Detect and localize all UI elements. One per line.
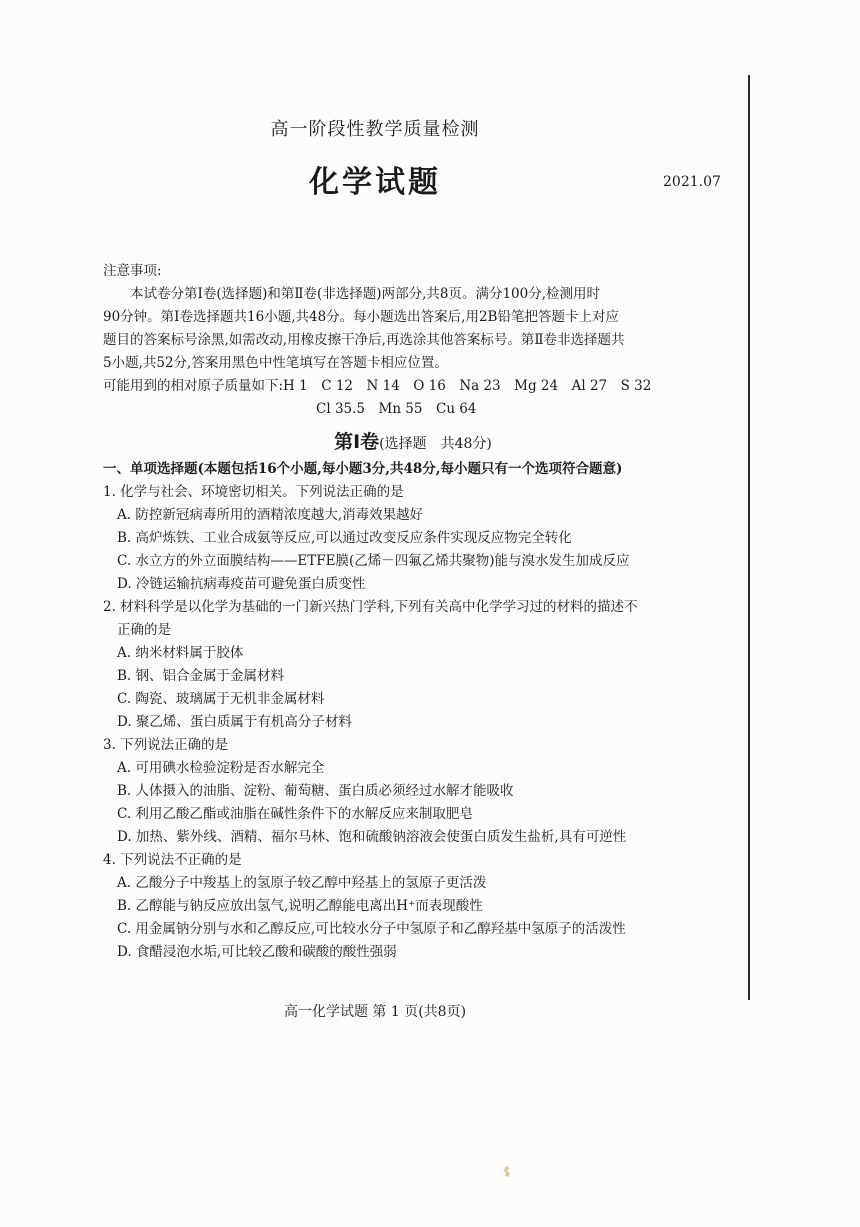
question-option: A. 防控新冠病毒所用的酒精浓度越大,消毒效果越好	[117, 507, 424, 523]
question-option: A. 乙酸分子中羧基上的氢原子较乙醇中羟基上的氢原子更活泼	[117, 875, 487, 891]
question-stem: 1. 化学与社会、环境密切相关。下列说法正确的是	[103, 484, 404, 500]
notice-line: 5小题,共52分,答案用黑色中性笔填写在答题卡相应位置。	[103, 355, 448, 371]
notice-line: 90分钟。第Ⅰ卷选择题共16小题,共48分。每小题选出答案后,用2B铅笔把答题卡上对应	[103, 309, 619, 325]
question-option: D. 食醋浸泡水垢,可比较乙酸和碳酸的酸性强弱	[117, 944, 397, 960]
question-option: C. 利用乙酸乙酯或油脂在碱性条件下的水解反应来制取肥皂	[117, 806, 473, 822]
notice-line: 本试卷分第Ⅰ卷(选择题)和第Ⅱ卷(非选择题)两部分,共8页。满分100分,检测用时	[130, 286, 601, 302]
section-title	[103, 431, 723, 456]
exam-subject-title: 化学试题	[309, 165, 441, 200]
question-stem-continued: 正确的是	[117, 622, 171, 638]
section-title-main: 第Ⅰ卷	[334, 431, 380, 453]
exam-date: 2021.07	[663, 174, 721, 190]
question-option: A. 纳米材料属于胶体	[117, 645, 244, 661]
question-option: D. 加热、紫外线、酒精、福尔马林、饱和硫酸钠溶液会使蛋白质发生盐析,具有可逆性	[117, 829, 627, 845]
question-option: B. 钢、铝合金属于金属材料	[117, 668, 285, 684]
scan-speck-mark	[502, 1165, 512, 1179]
question-option: B. 高炉炼铁、工业合成氨等反应,可以通过改变反应条件实现反应物完全转化	[117, 530, 572, 546]
atomic-masses-line: Cl 35.5 Mn 55 Cu 64	[316, 401, 477, 417]
atomic-masses-line: 可能用到的相对原子质量如下:H 1 C 12 N 14 O 16 Na 23 Mg 24 Al 27 S 32	[103, 378, 652, 394]
exam-content	[103, 260, 723, 964]
question-option: D. 冷链运输抗病毒疫苗可避免蛋白质变性	[117, 576, 366, 592]
part-heading: 一、单项选择题(本题包括16个小题,每小题3分,共48分,每小题只有一个选项符合题意)	[103, 461, 623, 477]
notice-heading: 注意事项:	[103, 263, 162, 279]
question-option: C. 水立方的外立面膜结构——ETFE膜(乙烯－四氟乙烯共聚物)能与溴水发生加成反应	[117, 553, 630, 569]
exam-header-title: 高一阶段性教学质量检测	[270, 119, 480, 140]
question-stem: 2. 材料科学是以化学为基础的一门新兴热门学科,下列有关高中化学学习过的材料的描述不	[103, 599, 638, 615]
question-option: C. 用金属钠分别与水和乙醇反应,可比较水分子中氢原子和乙醇羟基中氢原子的活泼性	[117, 921, 626, 937]
question-stem: 3. 下列说法正确的是	[103, 737, 229, 753]
page-binding-edge	[748, 75, 750, 1000]
notice-line: 题目的答案标号涂黑,如需改动,用橡皮擦干净后,再选涂其他答案标号。第Ⅱ卷非选择题共	[103, 332, 625, 348]
question-stem: 4. 下列说法不正确的是	[103, 852, 242, 868]
question-option: C. 陶瓷、玻璃属于无机非金属材料	[117, 691, 325, 707]
section-title-sub: (选择题 共48分)	[379, 436, 492, 452]
question-option: D. 聚乙烯、蛋白质属于有机高分子材料	[117, 714, 352, 730]
question-option: B. 乙醇能与钠反应放出氢气,说明乙醇能电离出H⁺而表现酸性	[117, 898, 483, 914]
question-option: A. 可用碘水检验淀粉是否水解完全	[117, 760, 325, 776]
page-footer: 高一化学试题 第 1 页(共8页)	[283, 1004, 467, 1020]
question-option: B. 人体摄入的油脂、淀粉、葡萄糖、蛋白质必须经过水解才能吸收	[117, 783, 514, 799]
